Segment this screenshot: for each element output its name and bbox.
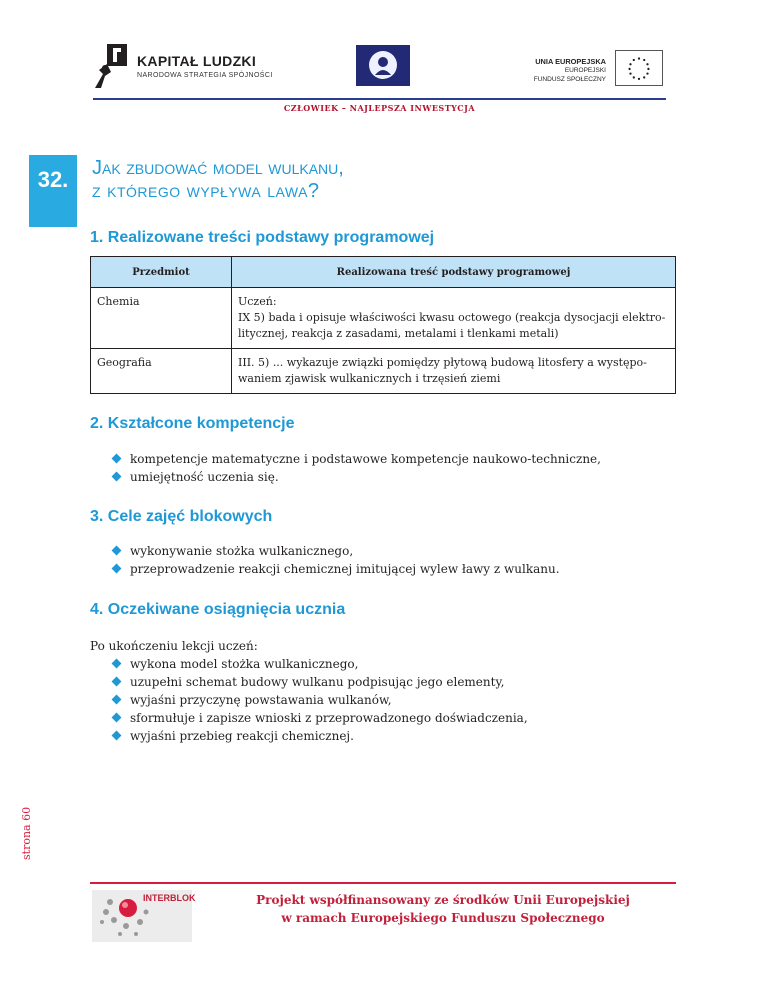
section-3-heading: 3. Cele zajęć blokowych: [90, 508, 273, 525]
eu-line-1: EUROPEJSKI: [564, 67, 606, 74]
list-item: sformułuje i zapisze wnioski z przeprowadzonego doświadczenia,: [112, 709, 528, 727]
eu-flag-icon: [615, 50, 663, 86]
cell-line: litycznej, reakcja z zasadami, metalami i tlenkami metali): [238, 327, 559, 340]
table-cell-content: [232, 349, 676, 394]
eu-title: UNIA EUROPEJSKA: [535, 57, 606, 66]
footer-line-1: Projekt współfinansowany ze środków Unii Europejskiej: [256, 893, 630, 907]
interblok-logo-text: INTERBLOK: [143, 893, 196, 903]
table-header-row: [91, 257, 676, 288]
diamond-bullet-icon: [112, 677, 122, 687]
section-1-heading: 1. Realizowane treści podstawy programowej: [90, 229, 435, 246]
diamond-bullet-icon: [112, 695, 122, 705]
table-row: [91, 349, 676, 394]
table-cell-content: [232, 288, 676, 349]
program-subtitle: NARODOWA STRATEGIA SPÓJNOŚCI: [137, 72, 273, 79]
diamond-bullet-icon: [112, 546, 122, 556]
diamond-bullet-icon: [112, 731, 122, 741]
page-label-wrapper: [20, 800, 36, 860]
diamond-bullet-icon: [112, 472, 122, 482]
motto: CZŁOWIEK – NAJLEPSZA INWESTYCJA: [283, 103, 476, 113]
list-item: wykona model stożka wulkanicznego,: [112, 655, 528, 673]
cell-line: Uczeń:: [238, 295, 277, 308]
footer-divider: [90, 882, 676, 884]
eu-line-2: FUNDUSZ SPOŁECZNY: [533, 76, 606, 83]
emblem-icon: [356, 45, 410, 86]
section-2-heading: 2. Kształcone kompetencje: [90, 415, 295, 432]
diamond-bullet-icon: [112, 713, 122, 723]
list-item: wykonywanie stożka wulkanicznego,: [112, 542, 560, 560]
list-item: wyjaśni przebieg reakcji chemicznej.: [112, 727, 528, 745]
goals-list: [112, 542, 560, 578]
cell-line: III. 5) ... wykazuje związki pomiędzy płytową budową litosfery a występo-: [238, 356, 647, 369]
list-item: uzupełni schemat budowy wulkanu podpisując jego elementy,: [112, 673, 528, 691]
page-label: strona 60: [20, 806, 33, 860]
list-item: wyjaśni przyczynę powstawania wulkanów,: [112, 691, 528, 709]
footer-line-2: w ramach Europejskiego Funduszu Społecznego: [281, 911, 605, 925]
outcomes-list: [112, 655, 528, 745]
diamond-bullet-icon: [112, 659, 122, 669]
lesson-title-line-1: Jak zbudować model wulkanu,: [92, 157, 344, 179]
curriculum-table: [90, 256, 676, 394]
section-4-heading: 4. Oczekiwane osiągnięcia ucznia: [90, 601, 346, 618]
outcomes-intro: Po ukończeniu lekcji uczeń:: [90, 639, 258, 653]
competences-list: [112, 450, 601, 486]
diamond-bullet-icon: [112, 564, 122, 574]
table-cell-subject: Chemia: [91, 288, 232, 349]
list-item: umiejętność uczenia się.: [112, 468, 601, 486]
diamond-bullet-icon: [112, 454, 122, 464]
table-row: [91, 288, 676, 349]
table-header-subject: Przedmiot: [91, 257, 232, 288]
lesson-number: 32.: [37, 167, 69, 192]
header-divider: [93, 98, 666, 100]
table-header-content: Realizowana treść podstawy programowej: [232, 257, 676, 288]
table-cell-subject: Geografia: [91, 349, 232, 394]
list-item: kompetencje matematyczne i podstawowe kompetencje naukowo-techniczne,: [112, 450, 601, 468]
cell-line: waniem zjawisk wulkanicznych i trzęsień ziemi: [238, 372, 501, 385]
list-item: przeprowadzenie reakcji chemicznej imitującej wylew ławy z wulkanu.: [112, 560, 560, 578]
program-title: KAPITAŁ LUDZKI: [137, 53, 257, 69]
lesson-title-line-2: z którego wypływa lawa?: [92, 180, 320, 202]
kapital-ludzki-logo-icon: [93, 44, 129, 90]
cell-line: IX 5) bada i opisuje właściwości kwasu octowego (reakcja dysocjacji elektro-: [238, 311, 666, 324]
